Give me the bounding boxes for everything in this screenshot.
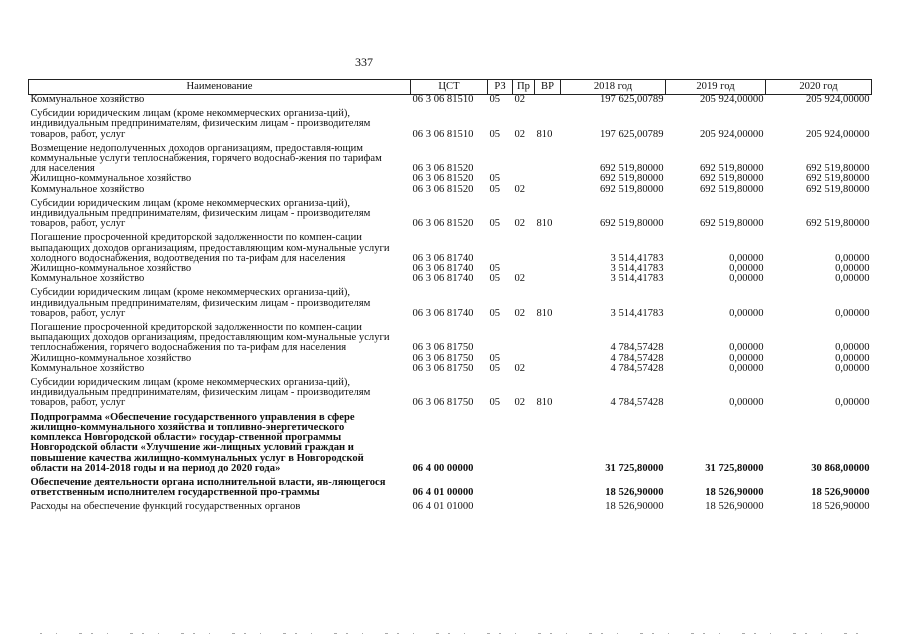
- row-2020: 18 526,90000: [811, 501, 870, 513]
- row-name: Коммунальное хозяйство: [30, 94, 145, 105]
- row-cst: 06 3 06 81750: [412, 362, 474, 374]
- row-2018: 692 519,80000: [599, 163, 664, 175]
- row-pr: [513, 319, 535, 354]
- row-2019: 31 725,80000: [705, 462, 764, 474]
- row-2018: 4 784,57428: [610, 342, 664, 354]
- row-vr: [535, 474, 561, 498]
- row-2020: 18 526,90000: [811, 487, 870, 499]
- table-row: [29, 95, 872, 106]
- row-cst: 06 3 06 81750: [412, 352, 474, 364]
- row-2019: 0,00000: [729, 273, 764, 285]
- row-vr: 810: [536, 307, 553, 319]
- row-rz: [488, 319, 513, 354]
- header-pr: Пр: [513, 80, 535, 95]
- row-rz: 05: [489, 173, 501, 185]
- row-2018: 4 784,57428: [610, 397, 664, 409]
- row-cst: 06 3 06 81740: [412, 273, 474, 285]
- table-row: [29, 229, 872, 264]
- row-2018: 18 526,90000: [605, 501, 664, 513]
- header-2019: 2019 год: [666, 80, 766, 95]
- row-name: Погашение просроченной кредиторской задолженности по компен-сации выпадающих доходов организациям, предоставляющим ком-мунальные услуги холодного водоснабжения, водоотведения по та-рифам для населения: [30, 232, 390, 264]
- row-cst: 06 3 06 81750: [412, 397, 474, 409]
- row-vr: [535, 174, 561, 184]
- row-rz: 05: [489, 307, 501, 319]
- row-rz: [488, 409, 513, 474]
- row-cst: 06 3 06 81740: [412, 307, 474, 319]
- row-2020: 0,00000: [835, 397, 870, 409]
- row-2020: 0,00000: [835, 352, 870, 364]
- table-row: [29, 185, 872, 195]
- row-cst: 06 3 06 81520: [412, 173, 474, 185]
- table-row: [29, 498, 872, 512]
- row-2019: 0,00000: [729, 352, 764, 364]
- row-2020: 205 924,00000: [805, 128, 870, 140]
- row-cst: 06 3 06 81510: [412, 128, 474, 140]
- row-vr: [535, 274, 561, 284]
- row-vr: 810: [536, 218, 553, 230]
- row-name: Расходы на обеспечение функций государственных органов: [30, 501, 301, 513]
- page-number: 337: [355, 55, 373, 69]
- row-pr: 02: [514, 397, 526, 409]
- row-2019: 0,00000: [729, 307, 764, 319]
- row-2018: 692 519,80000: [599, 218, 664, 230]
- row-2019: 205 924,00000: [699, 94, 764, 105]
- row-name: Субсидии юридическим лицам (кроме некоммерческих организа-ций), индивидуальным предпринимателям, физическим лицам - производителям товаров, работ, услуг: [30, 108, 371, 140]
- table-row: [29, 409, 872, 474]
- row-pr: 02: [514, 183, 526, 195]
- row-2019: 18 526,90000: [705, 487, 764, 499]
- row-name: Погашение просроченной кредиторской задолженности по компен-сации выпадающих доходов организациям, предоставляющим ком-мунальные услуги теплоснабжения, горячего водоснабжения по та-рифам для населения: [30, 322, 390, 354]
- scan-noise: [40, 632, 860, 635]
- row-cst: 06 4 01 01000: [412, 501, 474, 513]
- row-name: Коммунальное хозяйство: [30, 183, 145, 195]
- row-vr: [535, 364, 561, 374]
- row-pr: 02: [514, 218, 526, 230]
- row-vr: [535, 409, 561, 474]
- row-name: Жилищно-коммунальное хозяйство: [30, 352, 192, 364]
- row-vr: [535, 229, 561, 264]
- row-rz: 05: [489, 128, 501, 140]
- row-cst: 06 3 06 81740: [412, 263, 474, 275]
- row-2018: 3 514,41783: [610, 252, 664, 264]
- row-2019: 0,00000: [729, 342, 764, 354]
- header-rz: РЗ: [488, 80, 513, 95]
- row-name: Коммунальное хозяйство: [30, 362, 145, 374]
- row-rz: [488, 498, 513, 512]
- row-name: Жилищно-коммунальное хозяйство: [30, 263, 192, 275]
- row-vr: [535, 354, 561, 364]
- row-2018: 4 784,57428: [610, 352, 664, 364]
- row-name: Обеспечение деятельности органа исполнительной власти, яв-ляющегося ответственным исполнителем государственной про-граммы: [30, 476, 386, 499]
- header-name: Наименование: [29, 80, 411, 95]
- row-rz: [488, 229, 513, 264]
- row-cst: 06 3 06 81740: [412, 252, 474, 264]
- row-2019: 692 519,80000: [699, 173, 764, 185]
- table-row: [29, 195, 872, 230]
- row-pr: 02: [514, 307, 526, 319]
- row-vr: [535, 498, 561, 512]
- row-2020: 0,00000: [835, 252, 870, 264]
- row-rz: 05: [489, 273, 501, 285]
- row-2019: 0,00000: [729, 252, 764, 264]
- header-2020: 2020 год: [766, 80, 872, 95]
- row-rz: 05: [489, 263, 501, 275]
- row-rz: 05: [489, 352, 501, 364]
- table-row: [29, 364, 872, 374]
- row-2019: 205 924,00000: [699, 128, 764, 140]
- row-pr: 02: [514, 273, 526, 285]
- row-2019: 692 519,80000: [699, 183, 764, 195]
- row-2020: 0,00000: [835, 342, 870, 354]
- row-rz: [488, 474, 513, 498]
- row-cst: 06 4 00 00000: [412, 462, 474, 474]
- row-2018: 692 519,80000: [599, 183, 664, 195]
- table-row: [29, 474, 872, 498]
- row-vr: [535, 319, 561, 354]
- row-2018: 197 625,00789: [599, 128, 664, 140]
- row-cst: 06 3 06 81520: [412, 183, 474, 195]
- row-rz: 05: [489, 362, 501, 374]
- row-2020: 692 519,80000: [805, 163, 870, 175]
- row-2020: 692 519,80000: [805, 183, 870, 195]
- row-2018: 3 514,41783: [610, 307, 664, 319]
- row-2020: 30 868,00000: [811, 462, 870, 474]
- row-vr: 810: [536, 128, 553, 140]
- row-vr: [535, 264, 561, 274]
- budget-table: [28, 79, 872, 513]
- row-2019: 0,00000: [729, 397, 764, 409]
- row-2020: 692 519,80000: [805, 173, 870, 185]
- table-row: [29, 274, 872, 284]
- row-rz: 05: [489, 94, 501, 105]
- row-cst: 06 3 06 81510: [412, 94, 474, 105]
- row-2018: 3 514,41783: [610, 263, 664, 275]
- row-rz: 05: [489, 183, 501, 195]
- row-name: Субсидии юридическим лицам (кроме некоммерческих организа-ций), индивидуальным предпринимателям, физическим лицам - производителям товаров, работ, услуг: [30, 377, 371, 409]
- row-2020: 692 519,80000: [805, 218, 870, 230]
- row-2020: 0,00000: [835, 307, 870, 319]
- table-row: [29, 319, 872, 354]
- table-row: [29, 284, 872, 319]
- row-name: Возмещение недополученных доходов организациям, предоставля-ющим коммунальные услуги теплоснабжения, горячего водоснаб-жения по тарифам для населения: [30, 142, 382, 175]
- row-cst: 06 4 01 00000: [412, 487, 474, 499]
- header-cst: ЦСТ: [411, 80, 488, 95]
- row-name: Жилищно-коммунальное хозяйство: [30, 173, 192, 185]
- row-2019: 0,00000: [729, 263, 764, 275]
- header-2018: 2018 год: [561, 80, 666, 95]
- row-2018: 3 514,41783: [610, 273, 664, 285]
- row-pr: [513, 140, 535, 175]
- row-rz: 05: [489, 218, 501, 230]
- table-header-row: [29, 80, 872, 95]
- row-pr: 02: [514, 362, 526, 374]
- row-2020: 0,00000: [835, 362, 870, 374]
- row-pr: 02: [514, 94, 526, 105]
- row-pr: [513, 409, 535, 474]
- row-rz: 05: [489, 397, 501, 409]
- row-vr: [535, 140, 561, 175]
- table-body: [29, 95, 872, 513]
- header-vr: ВР: [535, 80, 561, 95]
- row-cst: 06 3 06 81750: [412, 342, 474, 354]
- row-2019: 692 519,80000: [699, 163, 764, 175]
- row-2020: 0,00000: [835, 273, 870, 285]
- row-pr: [513, 229, 535, 264]
- row-name: Субсидии юридическим лицам (кроме некоммерческих организа-ций), индивидуальным предпринимателям, физическим лицам - производителям товаров, работ, услуг: [30, 287, 371, 319]
- table-row: [29, 140, 872, 175]
- row-name: Подпрограмма «Обеспечение государственного управления в сфере жилищно-коммунального хозяйства и топливно-энергетического комплекса Новгородской области» государ-ственной программы Новгородской области «Улучшение жи-лищных условий граждан и повышение качества жилищно-коммунальных услуг в Новгородской области на 2014-2018 годы и на период до 2020 года»: [30, 411, 364, 474]
- table-row: [29, 105, 872, 140]
- row-vr: 810: [536, 397, 553, 409]
- row-rz: [488, 140, 513, 175]
- row-vr: [535, 95, 561, 106]
- row-2020: 0,00000: [835, 263, 870, 275]
- row-name: Субсидии юридическим лицам (кроме некоммерческих организа-ций), индивидуальным предпринимателям, физическим лицам - производителям товаров, работ, услуг: [30, 197, 371, 230]
- row-cst: 06 3 06 81520: [412, 218, 474, 230]
- row-2019: 18 526,90000: [705, 501, 764, 513]
- row-2018: 692 519,80000: [599, 173, 664, 185]
- row-pr: [513, 474, 535, 498]
- row-2019: 0,00000: [729, 362, 764, 374]
- row-pr: 02: [514, 128, 526, 140]
- row-2018: 197 625,00789: [599, 94, 664, 105]
- row-pr: [513, 498, 535, 512]
- row-cst: 06 3 06 81520: [412, 163, 474, 175]
- row-vr: [535, 185, 561, 195]
- row-2018: 18 526,90000: [605, 487, 664, 499]
- row-2020: 205 924,00000: [805, 94, 870, 105]
- table-row: [29, 374, 872, 409]
- row-2018: 31 725,80000: [605, 462, 664, 474]
- row-2019: 692 519,80000: [699, 218, 764, 230]
- row-2018: 4 784,57428: [610, 362, 664, 374]
- row-name: Коммунальное хозяйство: [30, 273, 145, 285]
